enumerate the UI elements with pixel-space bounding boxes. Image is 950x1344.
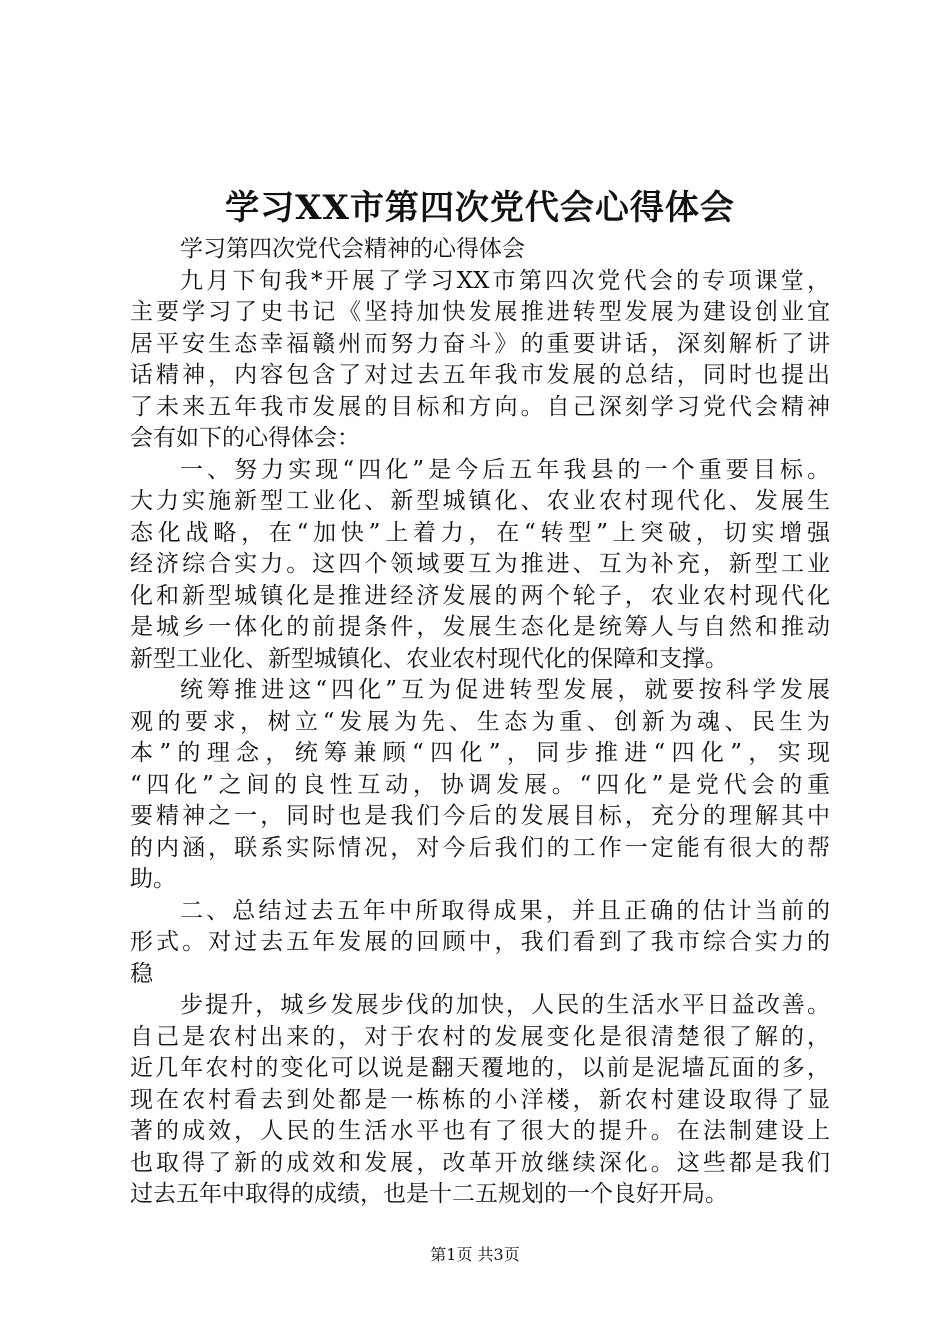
document-title: 学习XX市第四次党代会心得体会 — [225, 188, 735, 228]
text-line: 了未来五年我市发展的目标和方向。自己深刻学习党代会精神 — [130, 393, 830, 420]
text-line: 也取得了新的成效和发展，改革开放继续深化。这些都是我们 — [130, 1149, 830, 1176]
text-line: 统筹推进这“四化”互为促进转型发展，就要按科学发展 — [180, 677, 830, 703]
text-line: 大力实施新型工业化、新型城镇化、农业农村现代化、发展生 — [130, 488, 830, 514]
text-line: 步提升，城乡发展步伐的加快，人民的生活水平日益改善。 — [180, 992, 830, 1018]
text-line: 的内涵，联系实际情况，对今后我们的工作一定能有很大的帮 — [130, 834, 830, 861]
text-line: 观的要求，树立“发展为先、生态为重、创新为魂、民生为 — [130, 708, 830, 735]
text-line: 化和新型城镇化是推进经济发展的两个轮子，农业农村现代化 — [130, 582, 830, 609]
text-line: 一、努力实现“四化”是今后五年我县的一个重要目标。 — [180, 456, 830, 483]
text-line: 主要学习了史书记《坚持加快发展推进转型发展为建设创业宜 — [130, 299, 830, 325]
text-line: 话精神，内容包含了对过去五年我市发展的总结，同时也提出 — [130, 362, 830, 388]
text-line: 九月下旬我*开展了学习XX市第四次党代会的专项课堂， — [180, 267, 830, 294]
text-line: 现在农村看去到处都是一栋栋的小洋楼，新农村建设取得了显 — [130, 1086, 830, 1113]
text-line: 本”的理念，统筹兼顾“四化”，同步推进“四化”，实现 — [130, 740, 830, 766]
text-line: 新型工业化、新型城镇化、农业农村现代化的保障和支撑。 — [130, 645, 728, 672]
text-line: 居平安生态幸福赣州而努力奋斗》的重要讲话，深刻解析了讲 — [130, 330, 830, 357]
text-line: 要精神之一，同时也是我们今后的发展目标，充分的理解其中 — [130, 803, 830, 829]
text-line: “四化”之间的良性互动，协调发展。“四化”是党代会的重 — [130, 771, 830, 798]
text-line: 态化战略，在“加快”上着力，在“转型”上突破，切实增强 — [130, 519, 830, 546]
text-line: 学习第四次党代会精神的心得体会 — [180, 236, 525, 262]
text-line: 稳 — [130, 960, 153, 987]
text-line: 近几年农村的变化可以说是翻天覆地的，以前是泥墙瓦面的多， — [130, 1055, 830, 1081]
text-line: 会有如下的心得体会： — [130, 425, 360, 451]
text-line: 自己是农村出来的，对于农村的发展变化是很清楚很了解的， — [130, 1023, 830, 1050]
text-line: 助。 — [130, 866, 176, 892]
text-line: 二、总结过去五年中所取得成果，并且正确的估计当前的 — [180, 897, 830, 924]
text-line: 形式。对过去五年发展的回顾中，我们看到了我市综合实力的 — [130, 929, 830, 955]
document-body — [130, 234, 830, 1211]
page-footer: 第1页 共3页 — [430, 1245, 520, 1264]
text-line: 过去五年中取得的成绩，也是十二五规划的一个良好开局。 — [130, 1181, 728, 1207]
text-line: 经济综合实力。这四个领域要互为推进、互为补充，新型工业 — [130, 551, 830, 577]
text-line: 著的成效，人民的生活水平也有了很大的提升。在法制建设上 — [130, 1118, 830, 1144]
text-line: 是城乡一体化的前提条件，发展生态化是统筹人与自然和推动 — [130, 614, 830, 640]
